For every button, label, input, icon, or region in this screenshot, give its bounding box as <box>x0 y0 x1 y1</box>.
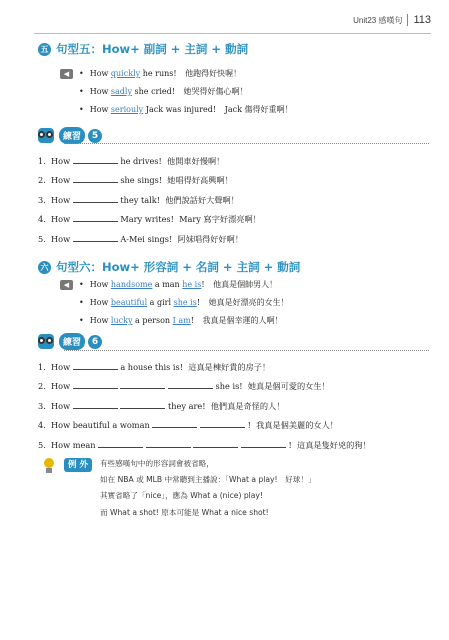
unit-title: Unit23 感嘆句 <box>353 15 403 25</box>
answer-blank[interactable] <box>120 380 165 389</box>
exercise-item: 5. How A-Mei sings! 阿妹唱得好好啊！ <box>38 233 244 244</box>
exception-note <box>42 456 316 521</box>
answer-blank[interactable] <box>168 380 213 389</box>
example-row: • How lucky a person I am! 我真是個幸運的人啊！ <box>79 312 289 330</box>
section-heading-6 <box>38 259 300 275</box>
answer-blank[interactable] <box>193 439 238 448</box>
section-title: 句型五：How+ 副詞 + 主詞 + 動詞 <box>56 42 249 56</box>
page-number: 113 <box>413 14 431 26</box>
example-sentence: How quickly he runs! 他跑得好快喔！ <box>89 69 242 78</box>
exercise-item: 1. How a house this is! 這真是棟好貴的房子！ <box>38 362 271 372</box>
practice-header-6 <box>38 333 102 350</box>
example-sentence: How lucky a person I am! 我真是個幸運的人啊！ <box>89 316 283 325</box>
answer-blank[interactable] <box>73 233 118 242</box>
speaker-icon[interactable]: ◀ <box>60 69 73 79</box>
examples-6 <box>60 276 289 330</box>
practice-label: 練習 <box>59 127 85 144</box>
section-title: 句型六：How+ 形容詞 + 名詞 + 主詞 + 動詞 <box>56 260 301 274</box>
example-row: ◀ • How quickly he runs! 他跑得好快喔！ <box>60 65 293 83</box>
header-divider <box>407 14 408 26</box>
section-number-badge: 五 <box>38 43 51 56</box>
exercise-item: 3. How they are! 他們真是奇怪的人！ <box>38 400 285 411</box>
exercise-item: 4. How beautiful a woman ! 我真是個美麗的女人！ <box>38 420 338 431</box>
practice-number: 5 <box>88 129 102 143</box>
note-text: 有些感嘆句中的形容詞會被省略， 如在 NBA 或 MLB 中常聽到主播說：「What a play! 好球！」 其實省略了「nice」，應為 What a (nice) play! 而 What a shot! 原本可能是 What a nice shot! <box>99 459 316 517</box>
owl-icon <box>38 334 56 350</box>
exercise-item: 4. How Mary writes! Mary 寫字好漂亮啊！ <box>38 214 261 225</box>
example-row: ◀ • How handsome a man he is! 他真是個帥男人！ <box>60 276 289 294</box>
example-row: • How beautiful a girl she is! 她真是好漂亮的女生！ <box>79 294 289 312</box>
answer-blank[interactable] <box>73 361 118 370</box>
owl-icon <box>38 128 56 144</box>
page-header <box>353 14 431 26</box>
exercise-item: 2. How she is! 她真是個可愛的女生！ <box>38 381 330 392</box>
practice-label: 練習 <box>59 333 85 350</box>
exception-tag: 例 外 <box>64 458 92 472</box>
section-heading-5 <box>38 41 248 57</box>
dotted-divider <box>64 143 429 144</box>
practice-number: 6 <box>88 335 102 349</box>
answer-blank[interactable] <box>73 155 118 164</box>
answer-blank[interactable] <box>200 419 245 428</box>
answer-blank[interactable] <box>73 213 118 222</box>
example-sentence: How seriouly Jack was injured! Jack 傷得好重啊！ <box>89 105 293 114</box>
answer-blank[interactable] <box>120 400 165 409</box>
header-rule <box>34 33 431 34</box>
exercise-item: 2. How she sings! 她唱得好高興啊！ <box>38 175 233 186</box>
exercise-list-6 <box>38 358 371 455</box>
answer-blank[interactable] <box>241 439 286 448</box>
example-row: • How sadly she cried! 她哭得好傷心啊！ <box>79 83 293 101</box>
answer-blank[interactable] <box>73 380 118 389</box>
section-number-badge: 六 <box>38 261 51 274</box>
answer-blank[interactable] <box>152 419 197 428</box>
examples-5 <box>60 65 293 119</box>
example-sentence: How beautiful a girl she is! 她真是好漂亮的女生！ <box>89 298 289 307</box>
dotted-divider <box>64 350 429 351</box>
answer-blank[interactable] <box>146 439 191 448</box>
speaker-icon[interactable]: ◀ <box>60 280 73 290</box>
answer-blank[interactable] <box>73 194 118 203</box>
answer-blank[interactable] <box>73 400 118 409</box>
exercise-list-5 <box>38 152 261 249</box>
example-sentence: How sadly she cried! 她哭得好傷心啊！ <box>89 87 248 96</box>
practice-header-5 <box>38 127 102 144</box>
example-row: • How seriouly Jack was injured! Jack 傷得好重啊！ <box>79 101 293 119</box>
answer-blank[interactable] <box>98 439 143 448</box>
lightbulb-icon <box>42 458 56 476</box>
exercise-item: 1. How he drives! 他開車好慢啊！ <box>38 156 225 166</box>
exercise-item: 3. How they talk! 他們說話好大聲啊！ <box>38 194 239 205</box>
exercise-item: 5. How mean ! 這真是隻好兇的狗！ <box>38 439 371 450</box>
example-sentence: How handsome a man he is! 他真是個帥男人！ <box>89 280 278 289</box>
answer-blank[interactable] <box>73 174 118 183</box>
